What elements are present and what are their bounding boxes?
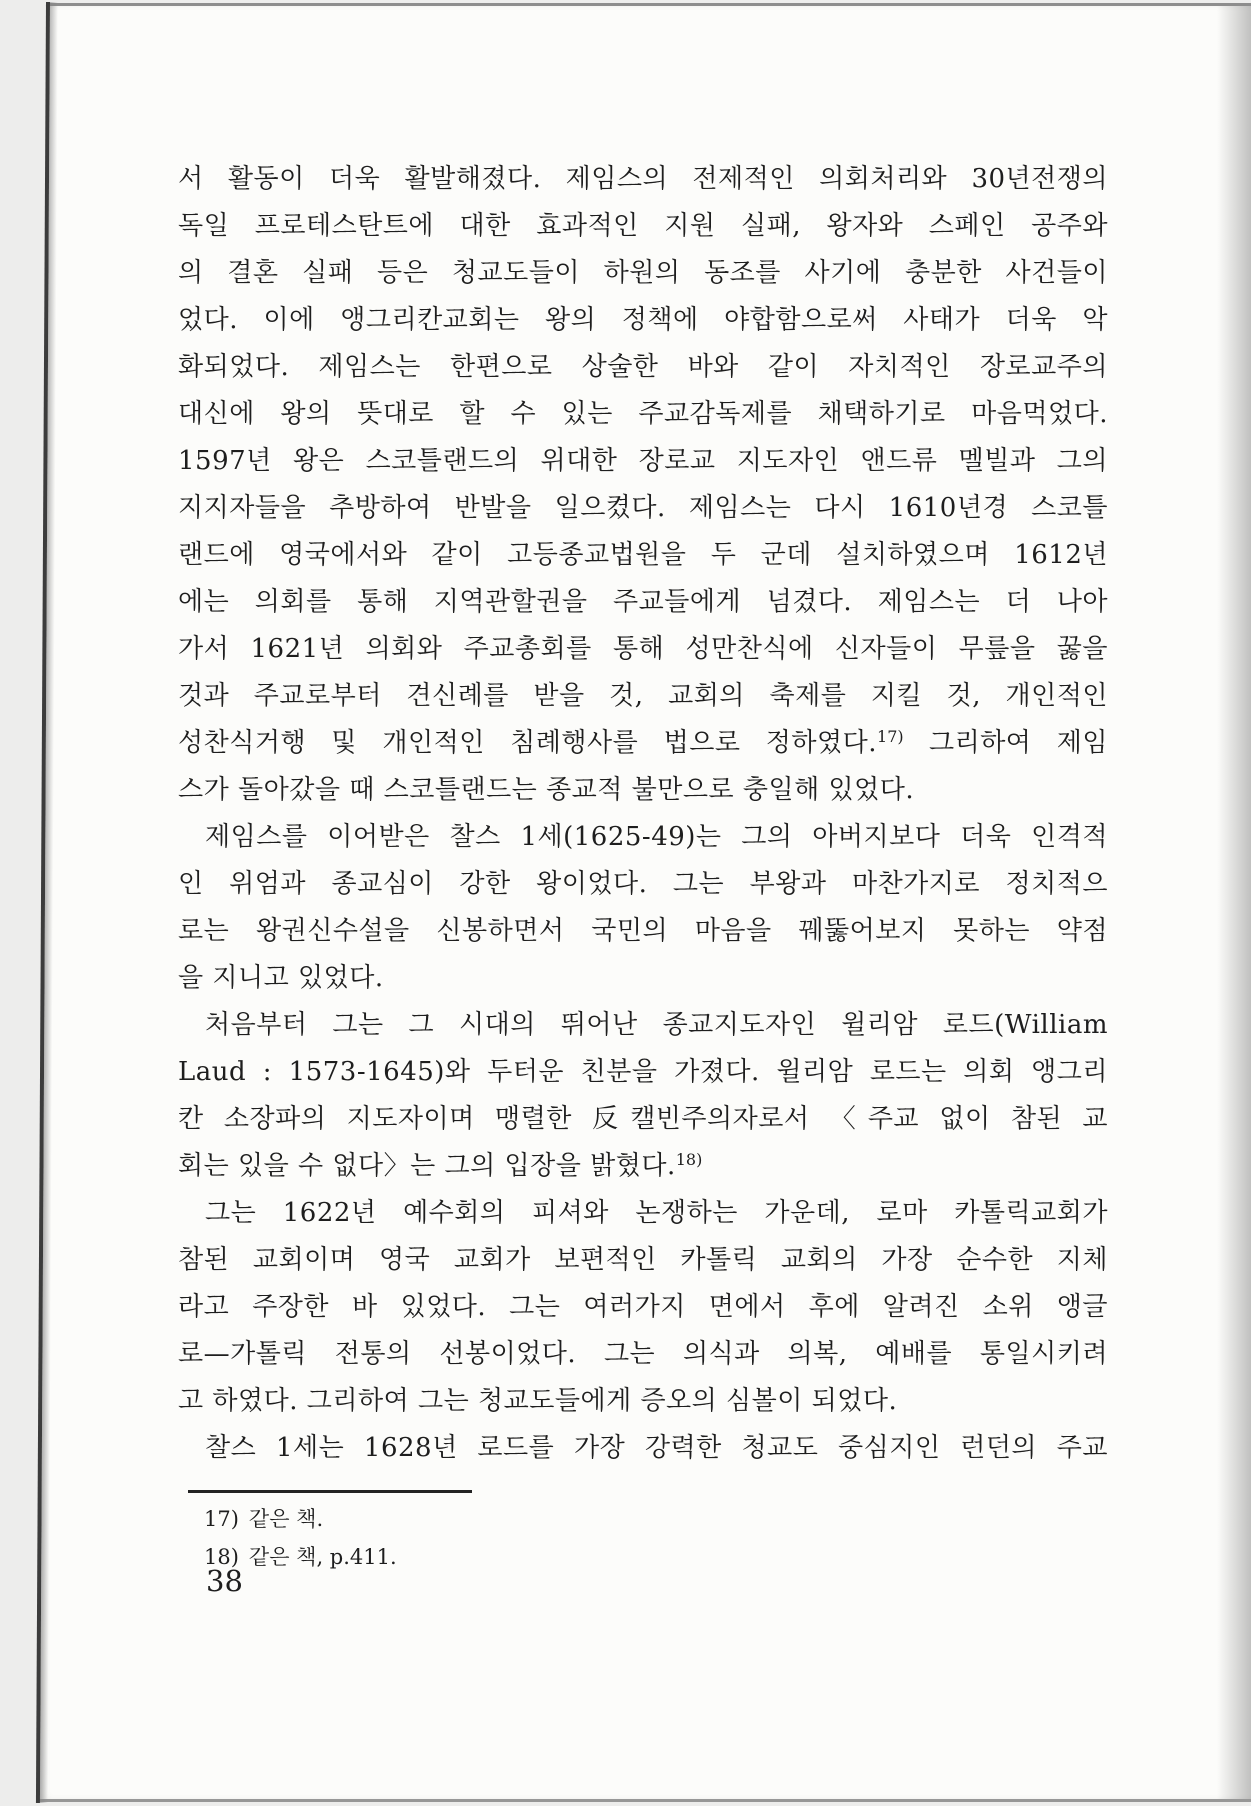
text-line [178, 297, 1108, 344]
text-line [178, 1331, 1108, 1378]
text-line [178, 1096, 1108, 1143]
text-line [178, 1143, 1108, 1190]
text-line-segment: 인 위엄과 종교심이 강한 왕이었다. 그는 부왕과 마찬가지로 정치적으 [178, 869, 1108, 899]
text-line-segment: 고 하였다. 그리하여 그는 청교도들에게 증오의 심볼이 되었다. [178, 1386, 898, 1416]
body-text [178, 156, 1108, 1472]
text-line-segment: 로—가톨릭 전통의 선봉이었다. 그는 의식과 의복, 예배를 통일시키려 [178, 1339, 1108, 1369]
text-line-segment: 그리하여 제임 [903, 728, 1108, 758]
text-line [178, 767, 1108, 814]
text-line-segment: 독일 프로테스탄트에 대한 효과적인 지원 실패, 왕자와 스페인 공주와 [178, 211, 1108, 241]
text-line [178, 1237, 1108, 1284]
text-line [178, 250, 1108, 297]
text-line-segment: 을 지니고 있었다. [178, 963, 384, 993]
text-line-segment: 대신에 왕의 뜻대로 할 수 있는 주교감독제를 채택하기로 마음먹었다. [178, 399, 1108, 429]
text-line-segment: 었다. 이에 앵그리칸교회는 왕의 정책에 야합함으로써 사태가 더욱 악 [178, 305, 1108, 335]
text-line-segment: 서 활동이 더욱 활발해졌다. 제임스의 전제적인 의회처리와 30년전쟁의 [178, 164, 1108, 194]
text-line [178, 1049, 1108, 1096]
text-line [178, 391, 1108, 438]
text-line-segment: 찰스 1세는 1628년 로드를 가장 강력한 청교도 중심지인 런던의 주교 [205, 1433, 1108, 1463]
footnote-separator [188, 1490, 472, 1493]
text-line-segment: 칸 소장파의 지도자이며 맹렬한 反캘빈주의자로서 〈주교 없이 참된 교 [178, 1104, 1109, 1134]
page-left-edge [36, 2, 46, 1803]
footnote-label: 18) [204, 1545, 239, 1569]
text-line [178, 720, 1108, 767]
text-line-segment: 회는 있을 수 없다〉는 그의 입장을 밝혔다. [178, 1151, 676, 1181]
page-right-edge-shadow [1217, 6, 1251, 1799]
text-line [178, 438, 1108, 485]
text-line [178, 626, 1108, 673]
text-line-segment: 성찬식거행 및 개인적인 침례행사를 법으로 정하였다. [178, 728, 878, 758]
text-line-segment: 것과 주교로부터 견신례를 받을 것, 교회의 축제를 지킬 것, 개인적인 [178, 681, 1108, 711]
text-line-segment: 그는 1622년 예수회의 피셔와 논쟁하는 가운데, 로마 카톨릭교회가 [205, 1198, 1108, 1228]
text-line [178, 532, 1108, 579]
footnote-text: 같은 책. [248, 1507, 324, 1531]
text-line-segment: 의 결혼 실패 등은 청교도들이 하원의 동조를 사기에 충분한 사건들이 [178, 258, 1108, 288]
text-line [178, 955, 1108, 1002]
text-line-segment: 가서 1621년 의회와 주교총회를 통해 성만찬식에 신자들이 무릎을 꿇을 [178, 634, 1108, 664]
text-line-segment: 1597년 왕은 스코틀랜드의 위대한 장로교 지도자인 앤드류 멜빌과 그의 [178, 446, 1108, 476]
footnote-reference: 18) [675, 1150, 703, 1169]
footnote-reference: 17) [877, 727, 904, 746]
text-line [178, 673, 1108, 720]
page-number: 38 [206, 1564, 243, 1598]
text-line-segment: 에는 의회를 통해 지역관할권을 주교들에게 넘겼다. 제임스는 더 나아 [178, 587, 1108, 617]
text-line [178, 814, 1108, 861]
text-line [178, 344, 1108, 391]
text-line-segment: 지지자들을 추방하여 반발을 일으켰다. 제임스는 다시 1610년경 스코틀 [178, 493, 1108, 523]
footnote-row [204, 1500, 397, 1538]
text-line-segment: 참된 교회이며 영국 교회가 보편적인 카톨릭 교회의 가장 순수한 지체 [178, 1245, 1108, 1275]
footnote-label: 17) [204, 1507, 239, 1531]
text-line-segment: Laud : 1573-1645)와 두터운 친분을 가졌다. 윌리암 로드는 의회 앵그리 [178, 1057, 1108, 1087]
text-line [178, 908, 1108, 955]
text-line-segment: 처음부터 그는 그 시대의 뛰어난 종교지도자인 윌리암 로드(William [205, 1010, 1108, 1040]
text-line [178, 1284, 1108, 1331]
text-line [178, 579, 1108, 626]
book-page [36, 3, 1251, 1802]
text-line [178, 1190, 1108, 1237]
text-line [178, 1378, 1108, 1425]
text-line [178, 156, 1108, 203]
text-line-segment: 랜드에 영국에서와 같이 고등종교법원을 두 군데 설치하였으며 1612년 [178, 540, 1108, 570]
text-line [178, 1002, 1108, 1049]
text-line [178, 1425, 1108, 1472]
text-line-segment: 스가 돌아갔을 때 스코틀랜드는 종교적 불만으로 충일해 있었다. [178, 775, 915, 805]
text-line [178, 861, 1108, 908]
text-line-segment: 화되었다. 제임스는 한편으로 상술한 바와 같이 자치적인 장로교주의 [178, 352, 1108, 382]
text-line-segment: 로는 왕권신수설을 신봉하면서 국민의 마음을 꿰뚫어보지 못하는 약점 [178, 916, 1108, 946]
text-line [178, 203, 1108, 250]
text-line [178, 485, 1108, 532]
footnote-text: 같은 책, p.411. [248, 1545, 397, 1569]
text-line-segment: 제임스를 이어받은 찰스 1세(1625-49)는 그의 아버지보다 더욱 인격적 [205, 822, 1108, 852]
text-line-segment: 라고 주장한 바 있었다. 그는 여러가지 면에서 후에 알려진 소위 앵글 [178, 1292, 1108, 1322]
